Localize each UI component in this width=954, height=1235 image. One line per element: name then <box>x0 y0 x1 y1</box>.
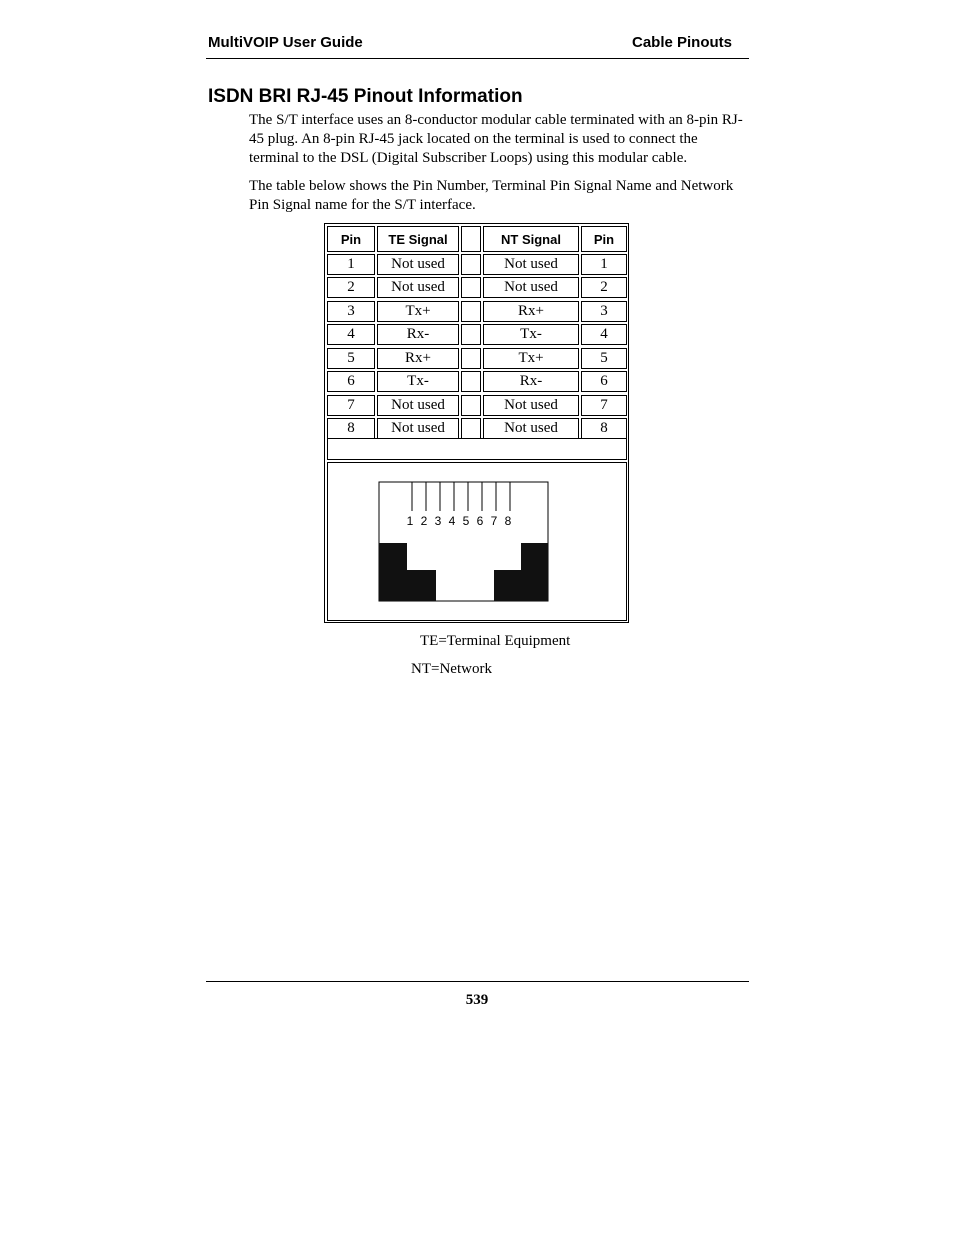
table-row-7-pin-te: 7 <box>327 395 375 416</box>
pin-label-1: 1 <box>406 514 414 528</box>
page-title: ISDN BRI RJ-45 Pinout Information <box>208 86 523 107</box>
table-row-5-spacer-col <box>461 348 481 369</box>
header-cell-spacer-col <box>461 226 481 252</box>
table-row-1-nt-signal: Not used <box>483 254 579 275</box>
table-row-3-te-signal: Tx+ <box>377 301 459 322</box>
table-row-8-spacer-col <box>461 418 481 439</box>
header-cell-nt-signal: NT Signal <box>483 226 579 252</box>
header-cell-pin-nt: Pin <box>581 226 627 252</box>
table-row-7-nt-signal: Not used <box>483 395 579 416</box>
table-row-4-pin-te: 4 <box>327 324 375 345</box>
footer-rule <box>206 981 749 982</box>
header-rule <box>206 58 749 59</box>
page-number: 539 <box>465 992 489 1008</box>
table-row-8-pin-te: 8 <box>327 418 375 439</box>
header-guide-title: MultiVOIP User Guide <box>208 34 363 51</box>
table-row-7-spacer-col <box>461 395 481 416</box>
pin-label-5: 5 <box>462 514 470 528</box>
pin-label-8: 8 <box>504 514 512 528</box>
table-row-1-spacer-col <box>461 254 481 275</box>
header-section-title: Cable Pinouts <box>632 34 733 51</box>
table-row-5-pin-nt: 5 <box>581 348 627 369</box>
table-row-4-pin-nt: 4 <box>581 324 627 345</box>
table-row-1-te-signal: Not used <box>377 254 459 275</box>
table-row-1-pin-te: 1 <box>327 254 375 275</box>
table-row-5-te-signal: Rx+ <box>377 348 459 369</box>
table-row-2-spacer-col <box>461 277 481 298</box>
table-row-3-pin-te: 3 <box>327 301 375 322</box>
pin-label-3: 3 <box>434 514 442 528</box>
table-row-2-pin-nt: 2 <box>581 277 627 298</box>
table-row-5-nt-signal: Tx+ <box>483 348 579 369</box>
table-row-3-spacer-col <box>461 301 481 322</box>
header-cell-te-signal: TE Signal <box>377 226 459 252</box>
table-row-4-spacer-col <box>461 324 481 345</box>
connector-panel <box>327 462 627 621</box>
table-row-1-pin-nt: 1 <box>581 254 627 275</box>
table-row-6-pin-te: 6 <box>327 371 375 392</box>
table-row-6-pin-nt: 6 <box>581 371 627 392</box>
table-row-6-te-signal: Tx- <box>377 371 459 392</box>
table-row-7-pin-nt: 7 <box>581 395 627 416</box>
table-row-8-nt-signal: Not used <box>483 418 579 439</box>
table-row-6-nt-signal: Rx- <box>483 371 579 392</box>
table-row-6-spacer-col <box>461 371 481 392</box>
table-row-8-pin-nt: 8 <box>581 418 627 439</box>
table-row-5-pin-te: 5 <box>327 348 375 369</box>
table-row-2-pin-te: 2 <box>327 277 375 298</box>
pin-label-6: 6 <box>476 514 484 528</box>
header-cell-pin-te: Pin <box>327 226 375 252</box>
table-description-paragraph: The table below shows the Pin Number, Terminal Pin Signal Name and Network Pin Signal name for the S/T interface. <box>249 178 734 213</box>
pin-label-7: 7 <box>490 514 498 528</box>
table-row-2-te-signal: Not used <box>377 277 459 298</box>
pinout-table <box>324 223 629 623</box>
spacer-row <box>327 438 627 460</box>
table-row-4-te-signal: Rx- <box>377 324 459 345</box>
table-row-4-nt-signal: Tx- <box>483 324 579 345</box>
table-row-2-nt-signal: Not used <box>483 277 579 298</box>
intro-paragraph: The S/T interface uses an 8-conductor modular cable terminated with an 8-pin RJ-45 plug. An 8-pin RJ-45 jack located on the terminal is used to connect the terminal to the DSL (Digital Subscriber Loops) using this modular cable. <box>249 112 743 166</box>
table-row-3-pin-nt: 3 <box>581 301 627 322</box>
pin-label-2: 2 <box>420 514 428 528</box>
legend-nt: NT=Network <box>411 661 492 677</box>
pin-label-4: 4 <box>448 514 456 528</box>
rj45-connector-diagram <box>328 463 628 622</box>
rj45-jack-icon <box>379 482 548 601</box>
legend-te: TE=Terminal Equipment <box>420 633 571 649</box>
table-row-8-te-signal: Not used <box>377 418 459 439</box>
table-row-3-nt-signal: Rx+ <box>483 301 579 322</box>
table-row-7-te-signal: Not used <box>377 395 459 416</box>
